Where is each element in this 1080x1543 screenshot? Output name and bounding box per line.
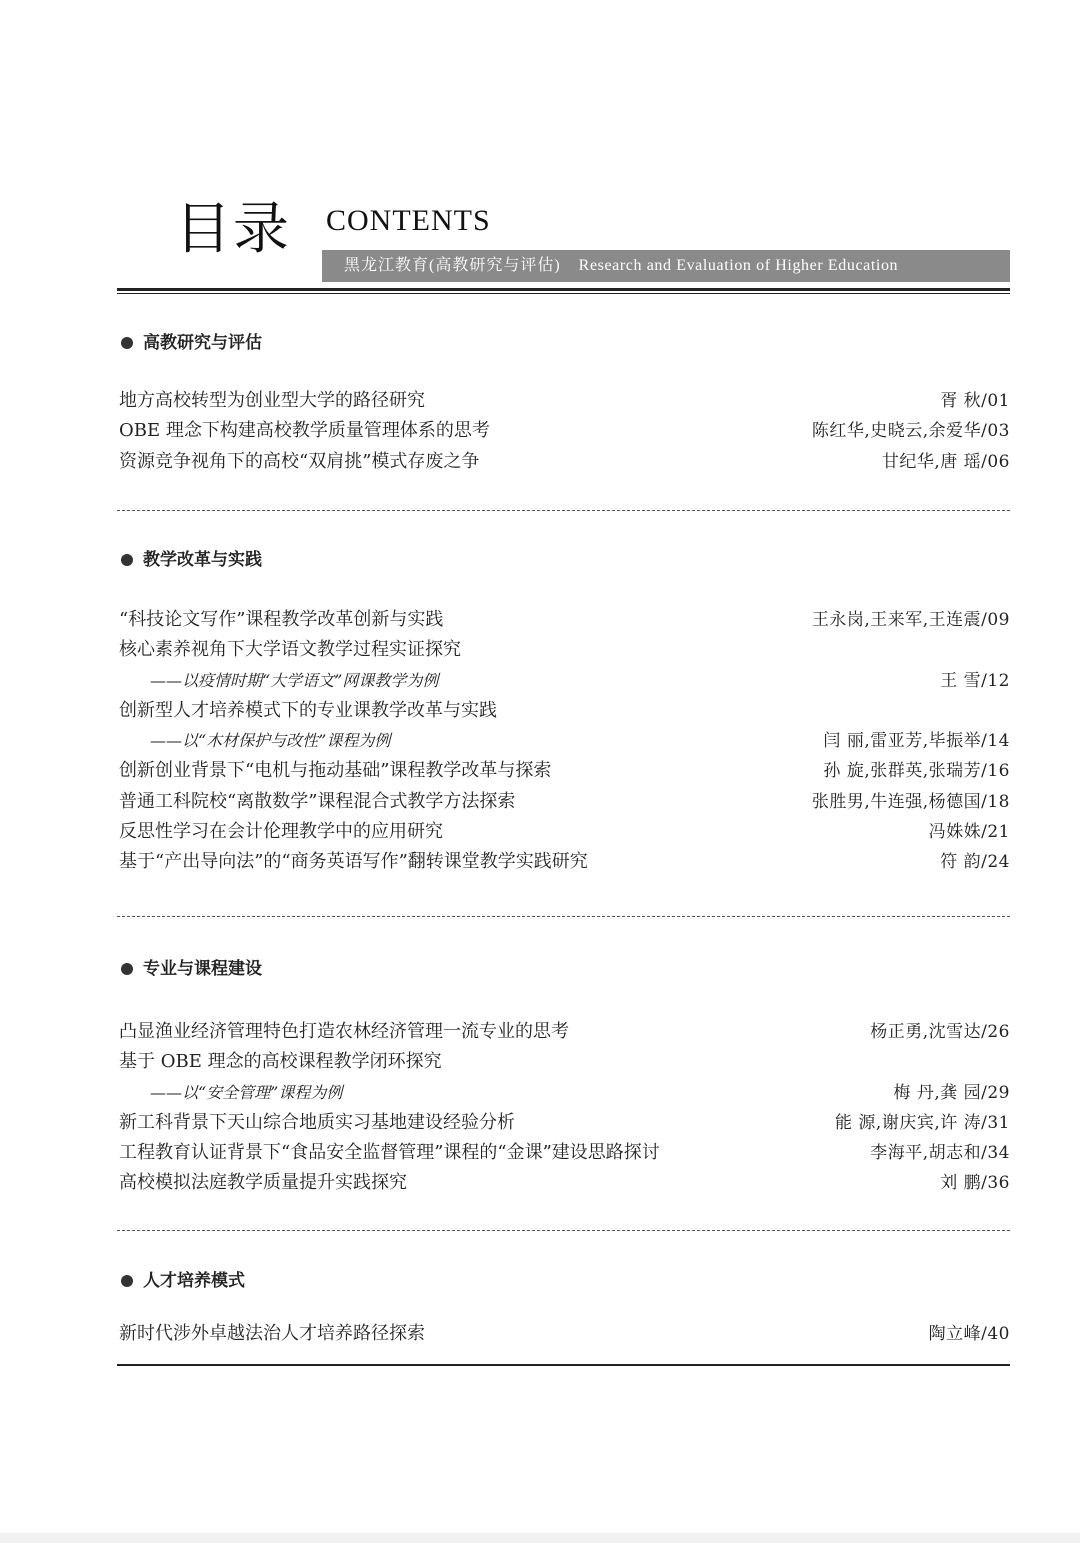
toc-entry[interactable] [117,1138,1010,1168]
entry-authors-page: 陈红华,史晓云,余爱华/03 [811,421,1010,442]
toc-entry[interactable] [117,416,1010,446]
entry-subtitle: ——以“安全管理”课程为例 [150,1082,343,1102]
entry-authors-page: 王 雪/12 [940,670,1010,691]
entry-title: OBE 理念下构建高校教学质量管理体系的思考 [119,420,490,442]
entry-title: 核心素养视角下大学语文教学过程实证探究 [119,639,461,661]
journal-banner [322,250,1010,282]
toc-entry[interactable] [117,1017,1010,1047]
bullet-dot-icon [121,554,133,566]
entry-title: 新时代涉外卓越法治人才培养路径探索 [119,1323,425,1344]
entry-title: 普通工科院校“离散数学”课程混合式教学方法探索 [119,790,516,812]
page-bottom-edge [0,1533,1080,1543]
contents-header [117,190,1010,300]
entry-title: 高校模拟法庭教学质量提升实践探究 [119,1172,407,1194]
entry-title: 资源竞争视角下的高校“双肩挑”模式存废之争 [119,450,480,472]
toc-entry[interactable] [117,635,1010,665]
entry-authors-page: 陶立峰/40 [928,1324,1010,1344]
section-talent-training [117,1269,1010,1349]
page-title: 目录 [175,197,291,262]
section-title: 高教研究与评估 [121,331,1010,355]
toc-entry[interactable] [117,756,1010,786]
entry-authors-page: 王永岗,王来军,王连震/09 [811,610,1010,630]
entry-title: 工程教育认证背景下“食品安全监督管理”课程的“金课”建设思路探讨 [119,1142,660,1164]
entry-authors-page: 杨正勇,沈雪达/26 [870,1022,1010,1042]
entry-title: 反思性学习在会计伦理教学中的应用研究 [119,821,443,843]
toc-entry[interactable] [117,1108,1010,1138]
toc-entry-subtitle[interactable] [117,1078,1010,1108]
toc-entry[interactable] [117,847,1010,877]
toc-entry[interactable] [117,817,1010,847]
section-higher-ed-research [117,331,1010,477]
entry-title: 新工科背景下天山综合地质实习基地建设经验分析 [119,1111,515,1133]
section-divider [117,916,1010,917]
entry-title: 基于“产出导向法”的“商务英语写作”翻转课堂教学实践研究 [119,851,588,873]
entry-authors-page: 梅 丹,龚 园/29 [893,1082,1010,1103]
section-title: 教学改革与实践 [121,548,1010,572]
toc-entry[interactable] [117,447,1010,477]
toc-entry[interactable] [117,787,1010,817]
section-title: 专业与课程建设 [121,957,1010,981]
section-divider [117,1230,1010,1231]
journal-name-en: Research and Evaluation of Higher Education [578,257,899,274]
entry-authors-page: 李海平,胡志和/34 [870,1143,1010,1164]
entry-title: 基于 OBE 理念的高校课程教学闭环探究 [119,1051,442,1073]
bullet-dot-icon [121,1275,133,1287]
toc-entry[interactable] [117,1047,1010,1077]
entry-authors-page: 冯姝姝/21 [928,822,1010,843]
toc-entry[interactable] [117,605,1010,635]
section-divider [117,510,1010,511]
section-teaching-reform [117,548,1010,878]
entry-subtitle: ——以疫情时期“大学语文”网课教学为例 [150,670,439,690]
entry-title: 凸显渔业经济管理特色打造农林经济管理一流专业的思考 [119,1021,569,1042]
page-title-english: CONTENTS [326,204,491,237]
bullet-dot-icon [121,963,133,975]
entry-authors-page: 张胜男,牛连强,杨德国/18 [811,791,1010,812]
entry-authors-page: 孙 旋,张群英,张瑞芳/16 [823,761,1010,782]
entry-subtitle: ——以“木材保护与改性”课程为例 [150,731,391,751]
journal-name-cn: 黑龙江教育(高教研究与评估) [344,257,561,274]
entry-title: 创新型人才培养模式下的专业课教学改革与实践 [119,699,497,721]
entry-title: 创新创业背景下“电机与拖动基础”课程教学改革与探索 [119,760,552,782]
toc-entry[interactable] [117,386,1010,416]
toc-entry[interactable] [117,1168,1010,1198]
entry-authors-page: 刘 鹏/36 [940,1173,1010,1194]
toc-entry[interactable] [117,696,1010,726]
entry-title: 地方高校转型为创业型大学的路径研究 [119,390,425,411]
section-curriculum-building [117,957,1010,1199]
entry-authors-page: 甘纪华,唐 瑶/06 [881,451,1010,472]
entry-authors-page: 胥 秋/01 [940,391,1010,411]
entry-authors-page: 符 韵/24 [940,852,1010,873]
bullet-dot-icon [121,337,133,349]
toc-entry-subtitle[interactable] [117,726,1010,756]
entry-authors-page: 能 源,谢庆宾,许 涛/31 [835,1112,1010,1133]
toc-entry-subtitle[interactable] [117,666,1010,696]
header-rule [117,288,1010,294]
entry-title: “科技论文写作”课程教学改革创新与实践 [119,609,444,630]
section-title: 人才培养模式 [121,1269,1010,1293]
end-rule [117,1364,1010,1366]
entry-authors-page: 闫 丽,雷亚芳,毕振举/14 [823,731,1010,752]
toc-entry[interactable] [117,1319,1010,1349]
